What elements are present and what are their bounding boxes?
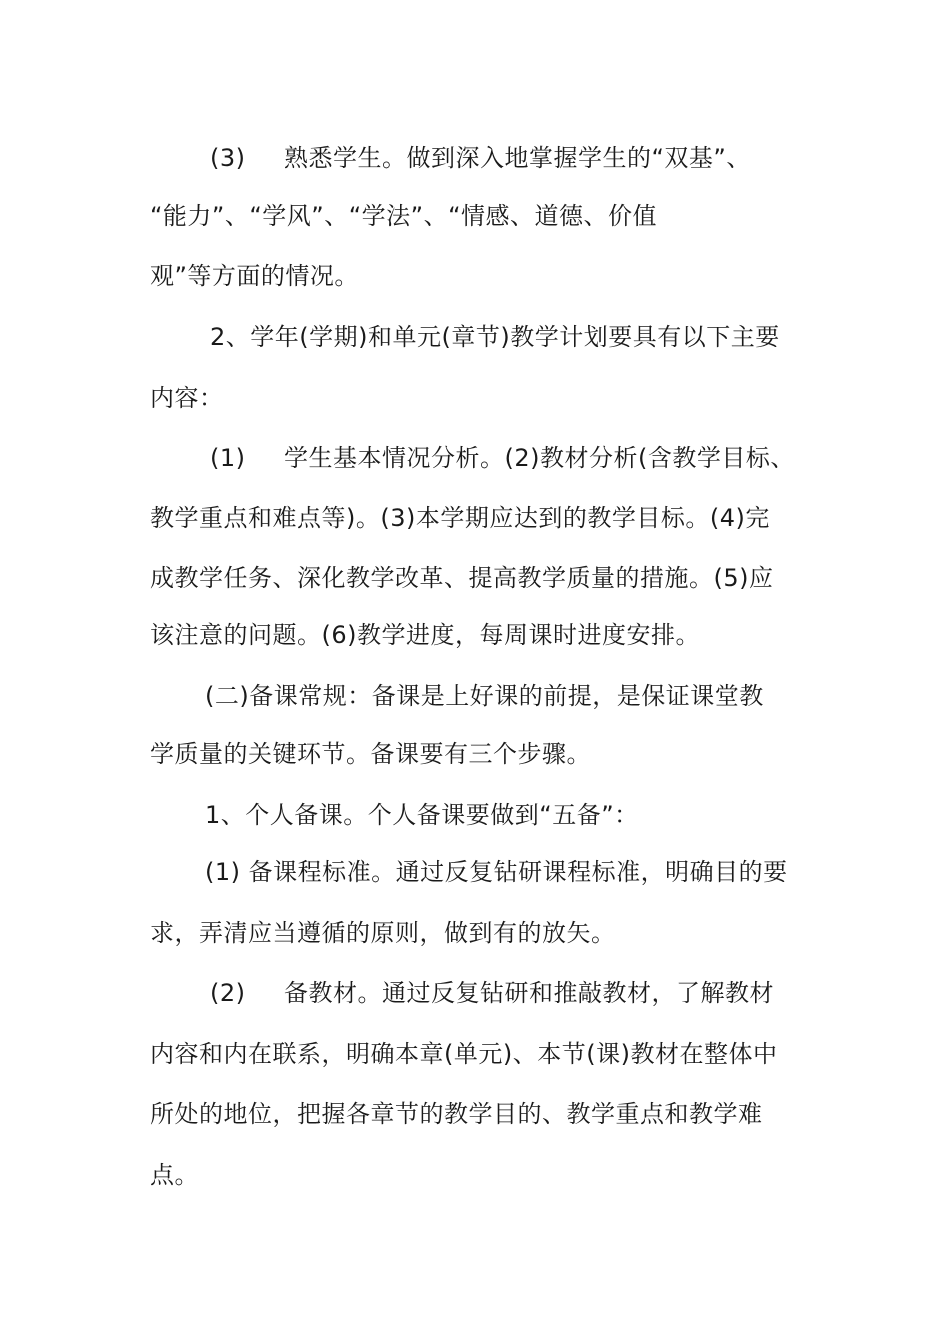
text-line [150,201,657,231]
text-line [210,978,774,1008]
text-line [150,563,774,593]
text-line [150,261,359,291]
line-text: 成教学任务、深化教学改革、提高教学质量的措施。(5)应 [150,564,774,592]
text-line [150,1160,199,1190]
text-line [205,800,639,830]
text-line [205,681,764,711]
text-line [210,322,780,352]
line-text: 备教材。通过反复钻研和推敲教材，了解教材 [284,979,774,1007]
line-text: 学生基本情况分析。(2)教材分析(含教学目标、 [284,444,795,472]
item-number: (3) [210,144,246,172]
line-text: “能力”、“学风”、“学法”、“情感、道德、价值 [150,202,658,230]
line-text: 1、个人备课。个人备课要做到“五备”： [205,801,639,829]
line-text: 求，弄清应当遵循的原则，做到有的放矢。 [150,919,616,947]
line-text: 点。 [150,1161,199,1189]
text-line [150,1039,777,1069]
text-line [150,503,770,533]
line-text: 内容： [150,384,224,412]
line-text: 教学重点和难点等)。(3)本学期应达到的教学目标。(4)完 [150,504,770,532]
line-text: (1) 备课程标准。通过反复钻研课程标准，明确目的要 [205,858,788,886]
line-text: 所处的地位，把握各章节的教学目的、教学重点和教学难 [150,1100,763,1128]
text-line [205,857,788,887]
text-line [150,918,616,948]
text-line [210,443,795,473]
text-line [150,1099,763,1129]
line-text: 该注意的问题。(6)教学进度，每周课时进度安排。 [150,621,700,649]
text-line [210,143,751,173]
line-text: (二)备课常规：备课是上好课的前提，是保证课堂教 [205,682,764,710]
text-line [150,739,591,769]
line-text: 学质量的关键环节。备课要有三个步骤。 [150,740,591,768]
item-number: (1) [210,444,246,472]
item-number: (2) [210,979,246,1007]
text-line [150,620,700,650]
text-line [150,383,224,413]
line-text: 2、学年(学期)和单元(章节)教学计划要具有以下主要 [210,323,780,351]
line-text: 内容和内在联系，明确本章(单元)、本节(课)教材在整体中 [150,1040,778,1068]
line-text: 观”等方面的情况。 [150,262,359,290]
line-text: 熟悉学生。做到深入地掌握学生的“双基”、 [284,144,751,172]
